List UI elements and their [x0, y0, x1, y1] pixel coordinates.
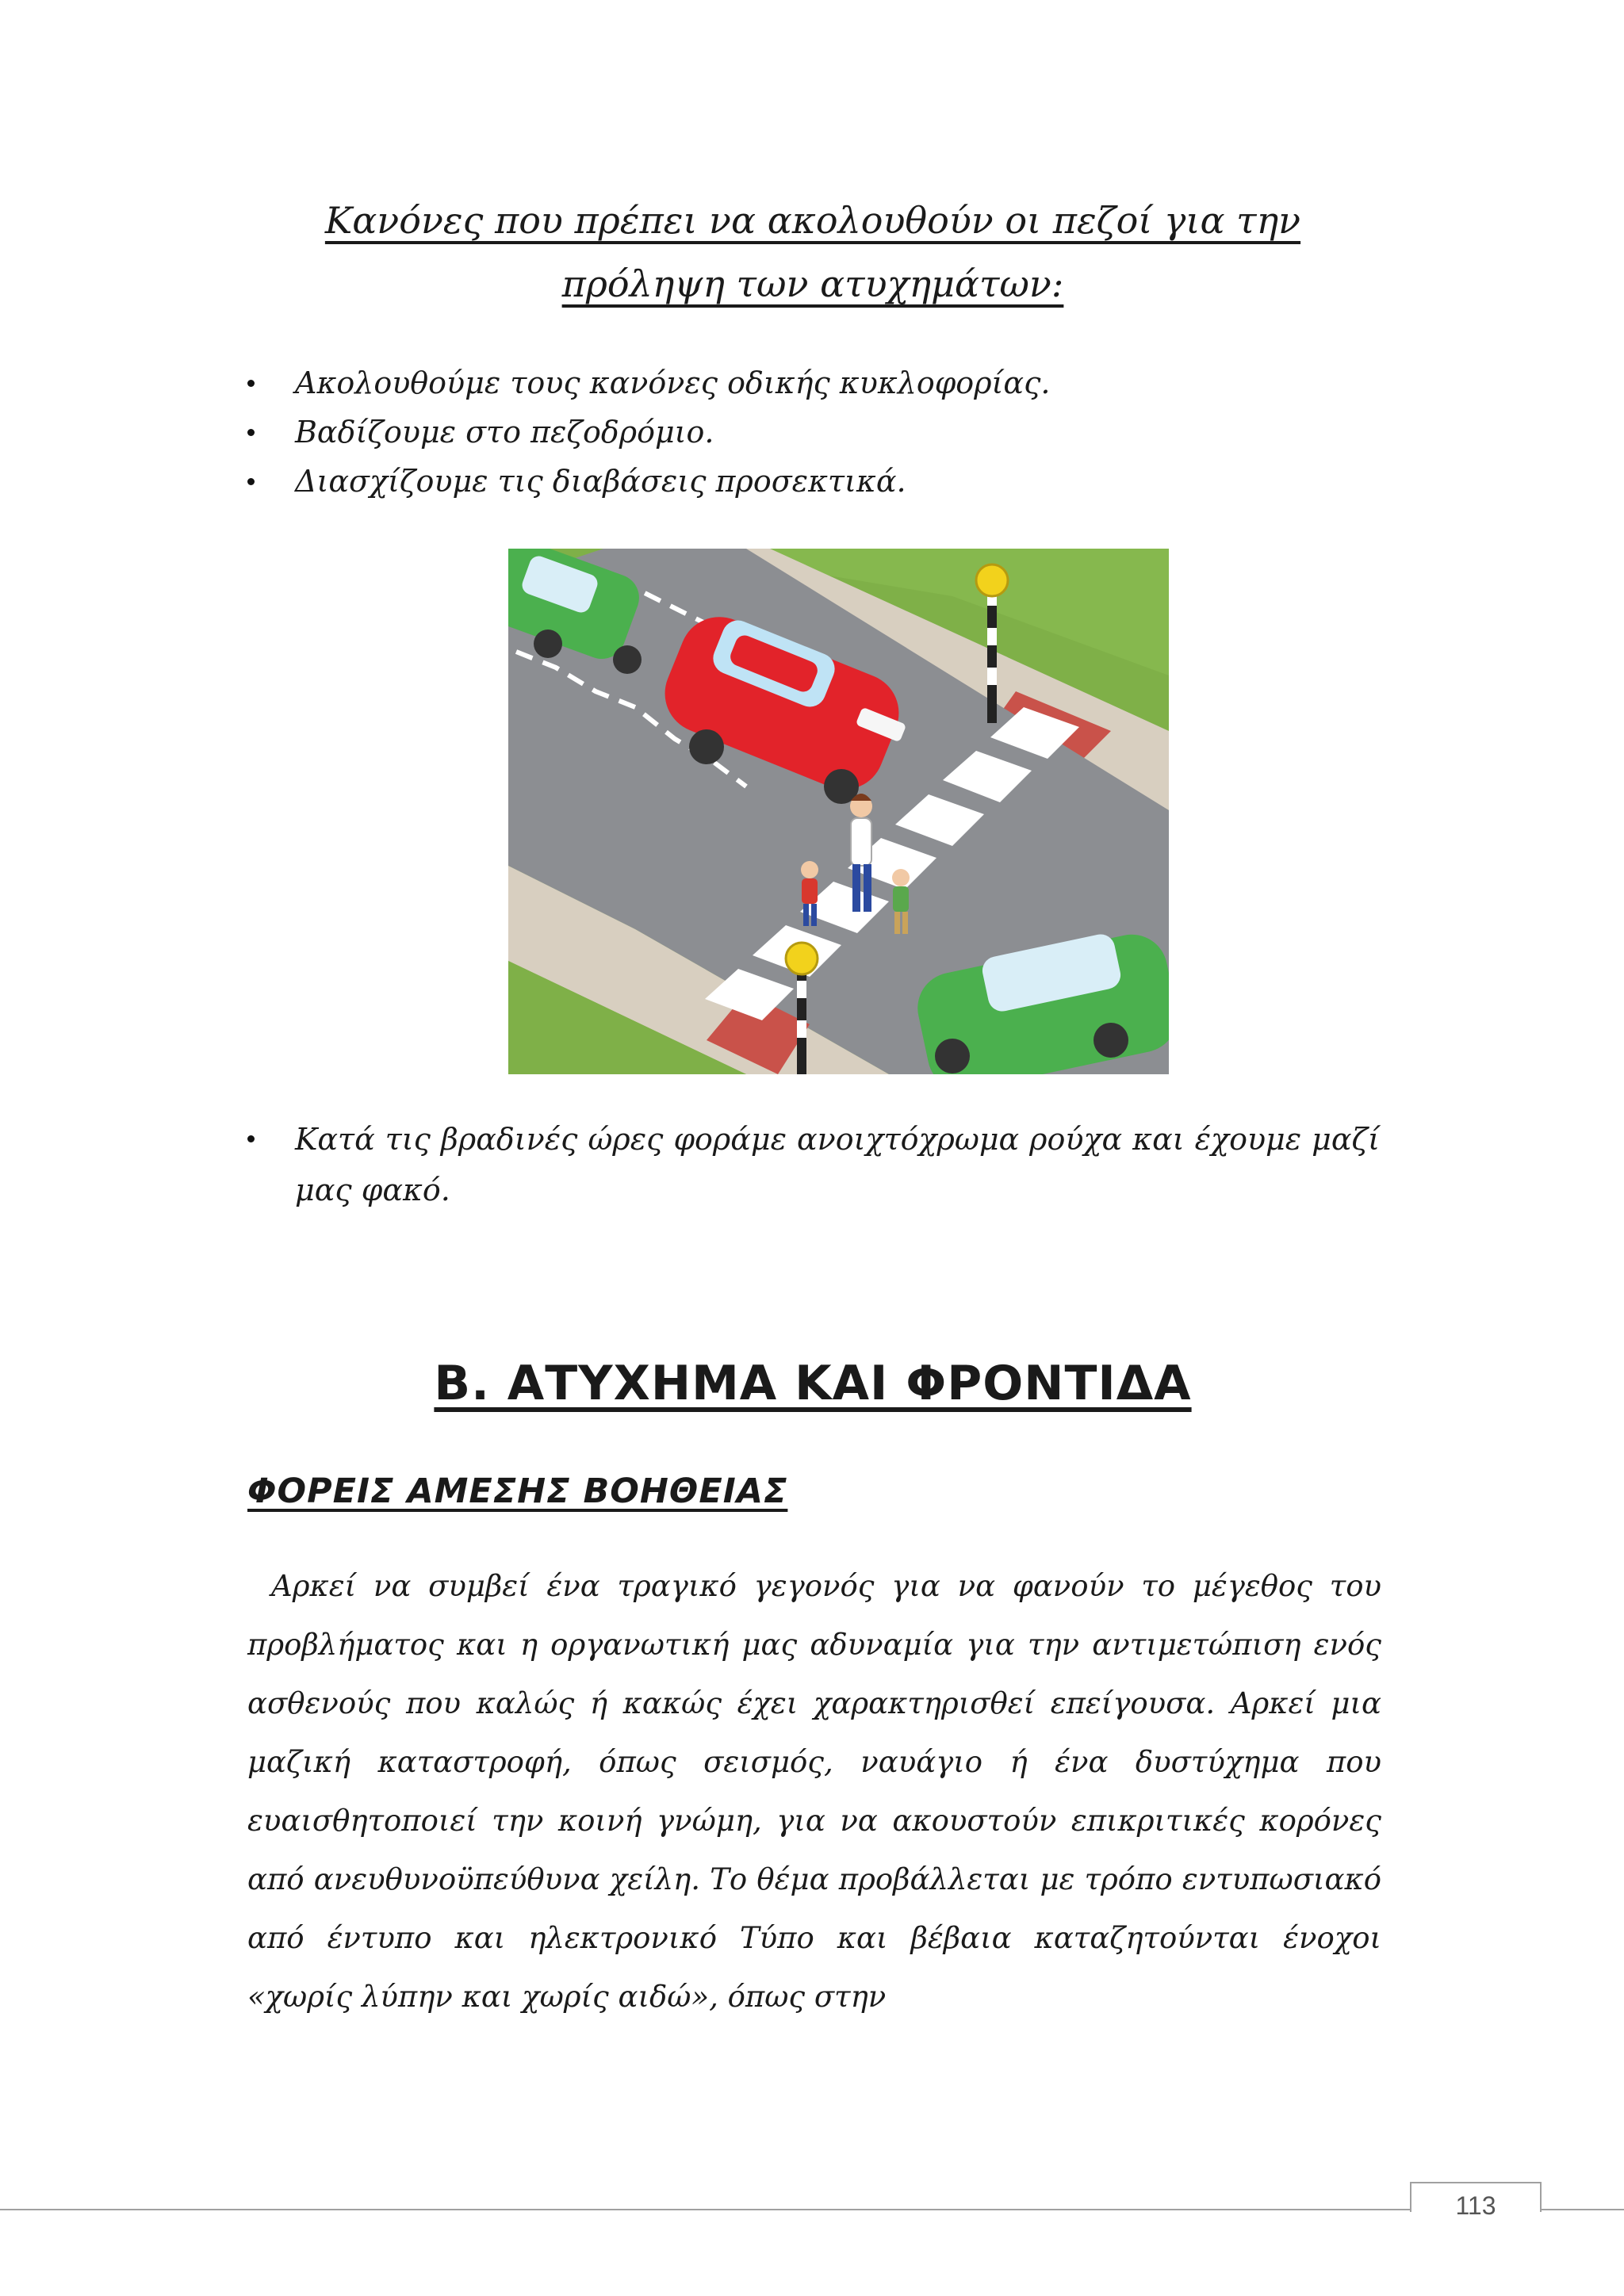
footer-rule	[0, 2209, 1624, 2210]
rules-subtitle-line1: Κανόνες που πρέπει να ακολουθούν οι πεζοί για την	[324, 199, 1301, 242]
list-item: Βαδίζουμε στο πεζοδρόμιο.	[246, 408, 1380, 457]
rules-subtitle	[238, 189, 1388, 316]
pedestrian-rules-list	[246, 358, 1380, 506]
section-title: Β. ΑΤΥΧΗΜΑ ΚΑΙ ΦΡΟΝΤΙΔΑ	[434, 1356, 1192, 1411]
pedestrian-crossing-illustration	[508, 549, 1169, 1074]
night-rule-list	[246, 1114, 1380, 1215]
list-item: Διασχίζουμε τις διαβάσεις προσεκτικά.	[246, 457, 1380, 506]
list-item: Κατά τις βραδινές ώρες φοράμε ανοιχτόχρωμα ρούχα και έχουμε μαζί μας φακό.	[246, 1114, 1380, 1215]
rules-subtitle-line2: πρόληψη των ατυχημάτων:	[561, 262, 1064, 305]
page-number: 113	[1455, 2191, 1496, 2220]
subheading: ΦΟΡΕΙΣ ΑΜΕΣΗΣ ΒΟΗΘΕΙΑΣ	[247, 1471, 788, 1511]
body-paragraph: Αρκεί να συμβεί ένα τραγικό γεγονός για να φανούν το μέγεθος του προβλήματος και η οργανωτική μας αδυναμία για την αντιμετώπιση ενός ασθενούς που καλώς ή κακώς έχει χαρακτηρισθεί επείγουσα. Αρκεί μια μαζική καταστροφή, όπως σεισμός, ναυάγιο ή ένα δυστύχημα που ευαισθητοποιεί την κοινή γνώμη, για να ακουστούν επικριτικές κορόνες από ανευθυνοϋπεύθυνα χείλη. Το θέμα προβάλλεται με τρόπο εντυπωσιακό από έντυπο και ηλεκτρονικό Τύπο και βέβαια καταζητούνται ένοχοι «χωρίς λύπην και χωρίς αιδώ», όπως στην	[247, 1569, 1381, 2014]
list-item: Ακολουθούμε τους κανόνες οδικής κυκλοφορίας.	[246, 358, 1380, 408]
